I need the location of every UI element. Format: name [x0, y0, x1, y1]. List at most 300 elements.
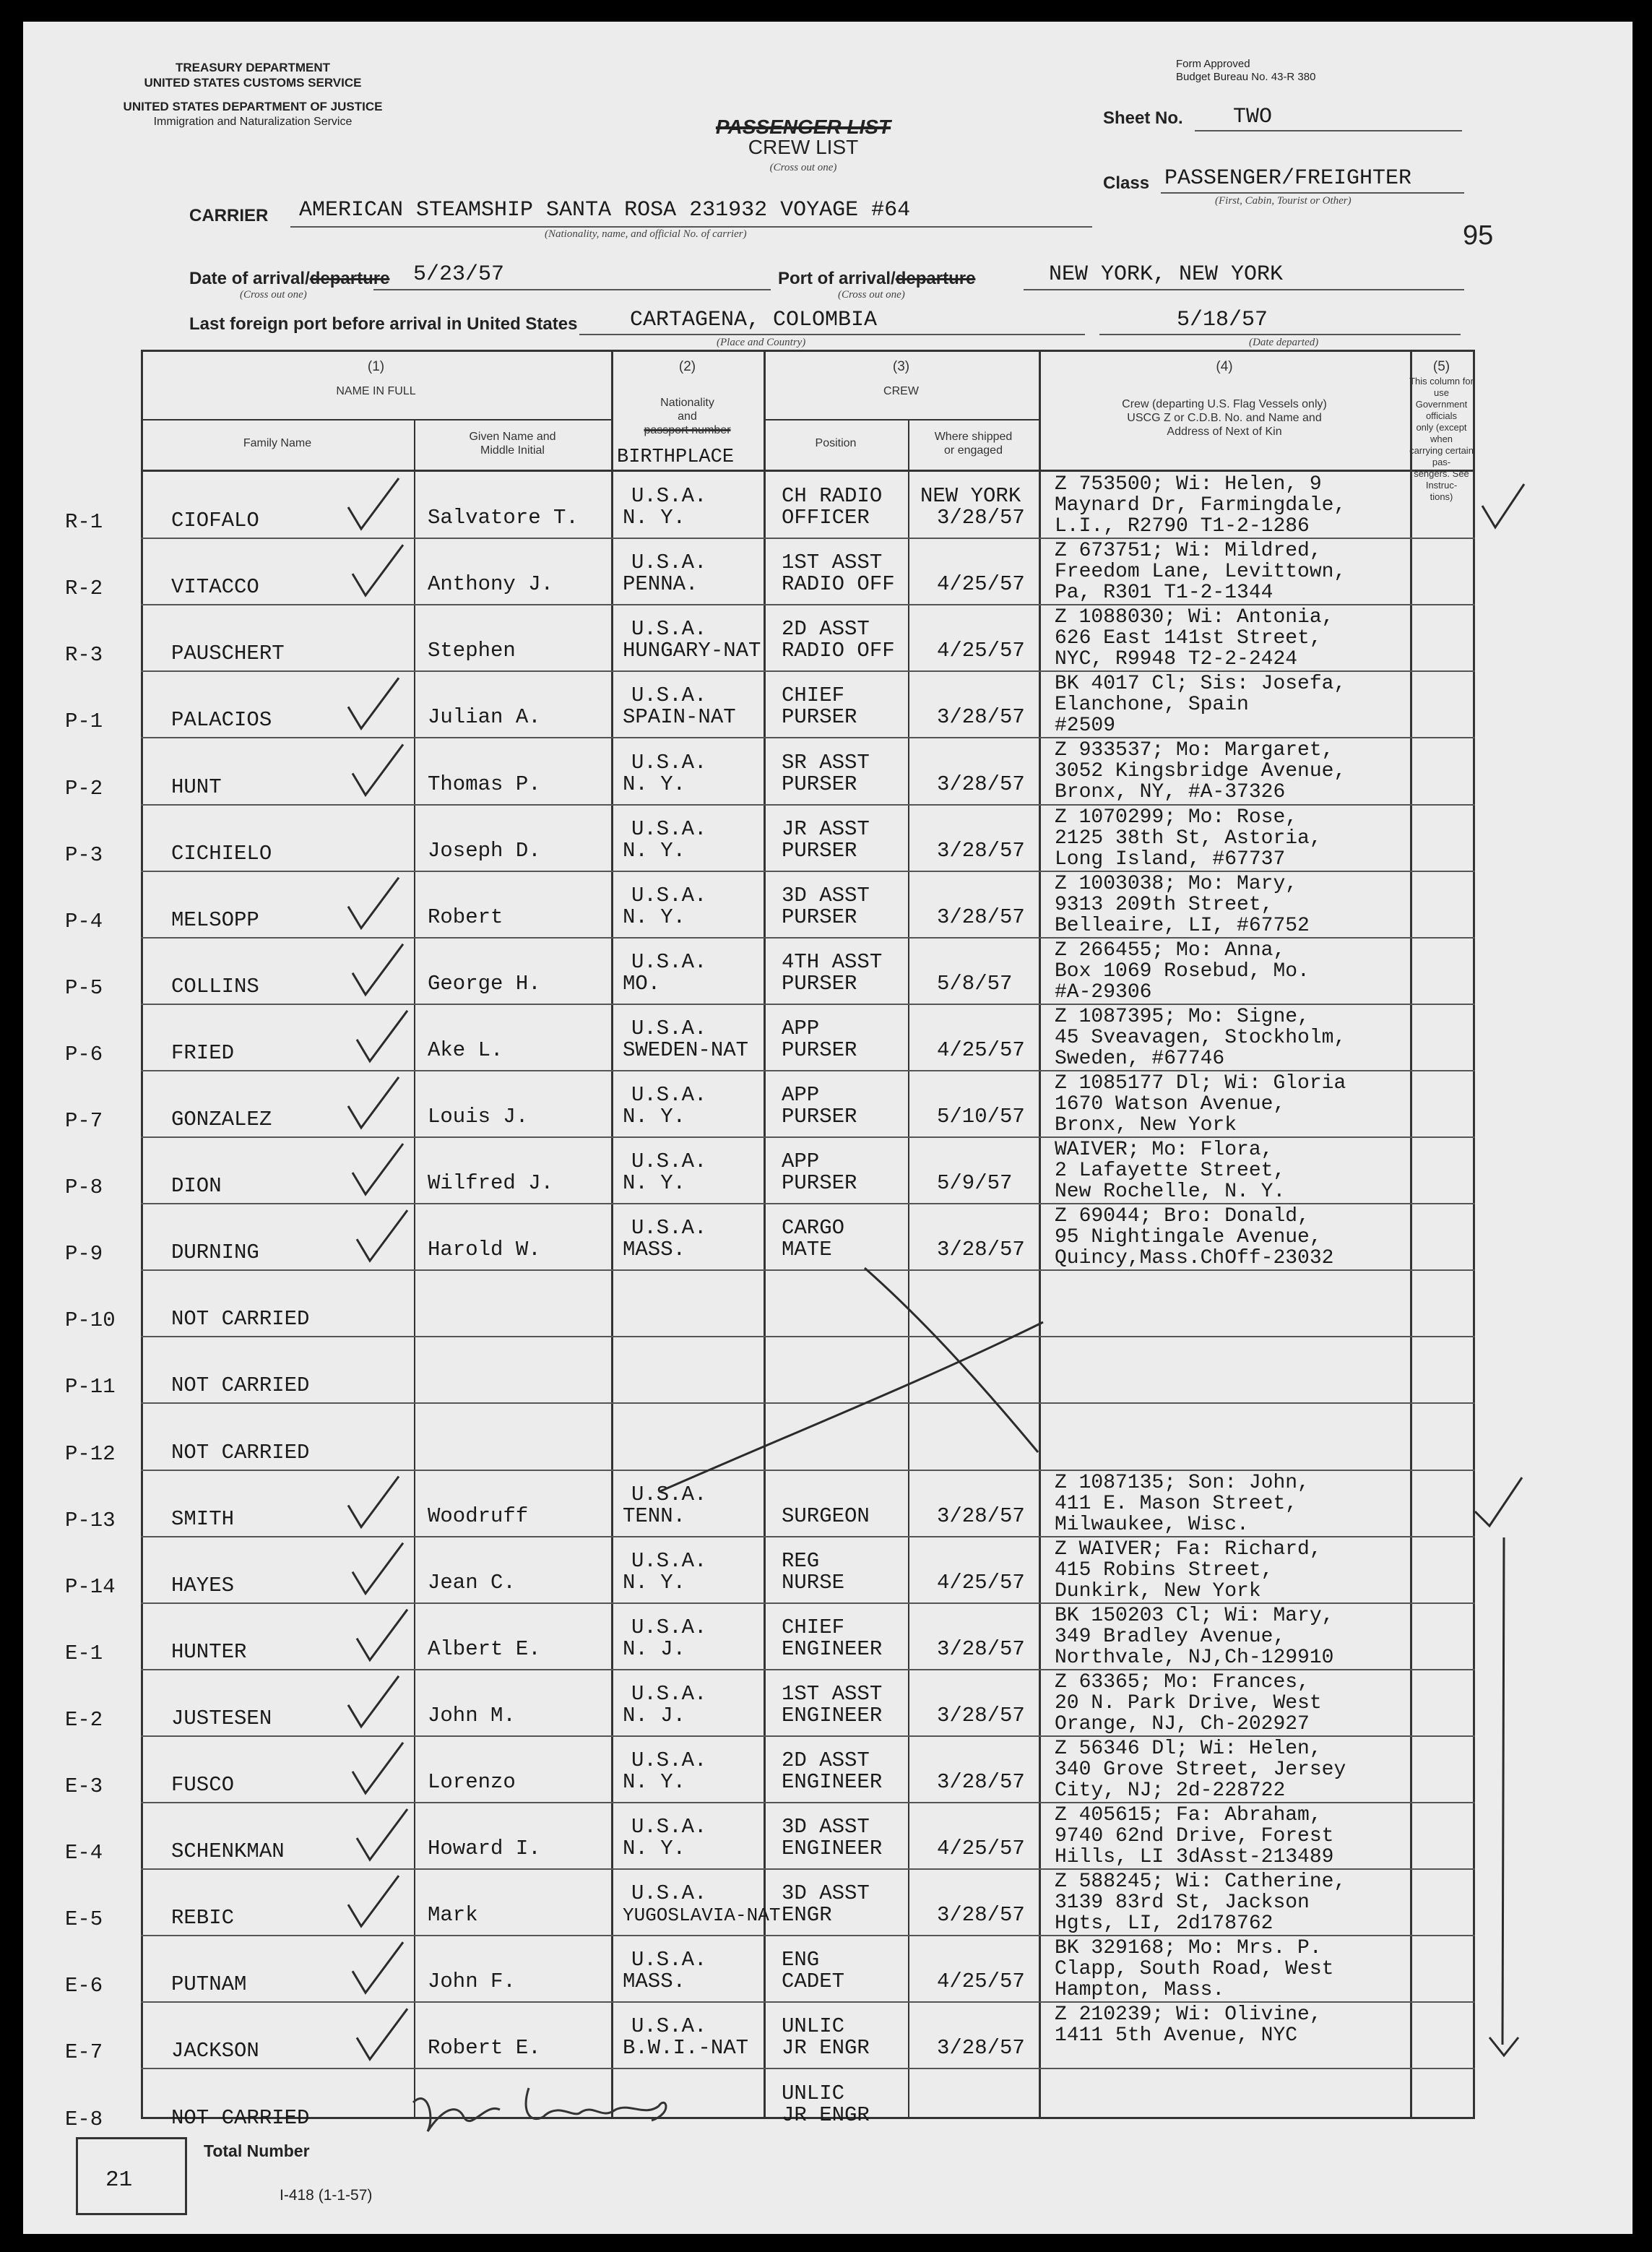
row-id: P-11 — [65, 1375, 116, 1399]
kin-line-2: Box 1069 Rosebud, Mo. — [1055, 959, 1310, 983]
header-bottom-line — [141, 470, 1475, 472]
position-line-2: JR ENGR — [782, 2036, 870, 2061]
given-name: Salvatore T. — [428, 506, 579, 530]
col-line-crew — [764, 350, 766, 2118]
position-line-1: CARGO — [782, 1216, 845, 1241]
kin-line-3: Hills, LI 3dAsst-213489 — [1055, 1846, 1334, 1868]
kin-line-1: BK 4017 Cl; Sis: Josefa, — [1055, 673, 1346, 696]
row-id: R-3 — [65, 643, 103, 668]
col2-number: (2) — [678, 359, 696, 374]
row-id: E-4 — [65, 1841, 103, 1865]
birthplace: N. Y. — [623, 506, 686, 530]
kin-line-3: Pa, R301 T1-2-1344 — [1055, 582, 1273, 605]
birthplace: N. Y. — [623, 1570, 686, 1595]
col4-title — [1039, 397, 1410, 439]
family-name: PUTNAM — [171, 1972, 247, 1997]
nationality: U.S.A. — [631, 1615, 707, 1639]
shipped-date: 4/25/57 — [937, 1837, 1025, 1861]
col-where-shipped — [908, 430, 1039, 457]
kin-line-2: 411 E. Mason Street, — [1055, 1492, 1298, 1515]
kin-line-2: 626 East 141st Street, — [1055, 627, 1322, 650]
family-name: MELSOPP — [171, 907, 259, 932]
row-id: P-1 — [65, 709, 103, 734]
kin-line-1: BK 329168; Mo: Mrs. P. — [1055, 1937, 1322, 1960]
position-line-1: ENG — [782, 1948, 820, 1972]
position-line-1: 3D ASST — [782, 1815, 870, 1839]
shipped-date: 3/28/57 — [937, 1770, 1025, 1794]
shipped-place: NEW YORK — [920, 484, 1021, 509]
col2-passport-struck: passport number — [644, 424, 731, 436]
kin-line-2: 415 Robins Street, — [1055, 1558, 1273, 1582]
title-cross-out-hint: (Cross out one) — [769, 162, 837, 173]
col3-title: CREW — [883, 385, 919, 397]
position-line-2: ENGINEER — [782, 1636, 883, 1661]
class-value: PASSENGER/FREIGHTER — [1164, 166, 1412, 191]
row-divider — [141, 1536, 1475, 1537]
given-name: Albert E. — [428, 1636, 541, 1661]
row-divider — [141, 1669, 1475, 1670]
row-id: P-4 — [65, 909, 103, 933]
row-id: P-7 — [65, 1109, 103, 1133]
kin-line-2: Elanchone, Spain — [1055, 694, 1249, 717]
family-name: SMITH — [171, 1506, 235, 1531]
row-divider — [141, 1004, 1475, 1005]
row-id: E-7 — [65, 2040, 103, 2065]
position-line-1: UNLIC — [782, 2081, 845, 2105]
row-id: E-8 — [65, 2107, 103, 2131]
kin-line-2: 1411 5th Avenue, NYC — [1055, 2024, 1298, 2048]
family-name: GONZALEZ — [171, 1108, 272, 1131]
agency-line-1: TREASURY DEPARTMENT — [175, 61, 331, 74]
title-crew-list: CREW LIST — [748, 136, 859, 158]
given-name: Mark — [428, 1903, 478, 1928]
table-top-border — [141, 350, 1475, 352]
row-divider — [141, 1935, 1475, 1936]
position-line-2: OFFICER — [782, 506, 870, 530]
nationality: U.S.A. — [631, 1083, 707, 1107]
row-divider — [141, 1203, 1475, 1204]
col2-birthplace: BIRTHPLACE — [617, 446, 735, 468]
page-number: 95 — [1463, 220, 1494, 251]
kin-line-3: Northvale, NJ,Ch-129910 — [1055, 1646, 1334, 1669]
birthplace: TENN. — [623, 1504, 686, 1528]
family-name: CIOFALO — [171, 509, 259, 533]
family-name: CICHIELO — [171, 841, 272, 866]
position-line-2: PURSER — [782, 705, 857, 730]
shipped-date: 3/28/57 — [937, 1903, 1025, 1928]
nationality: U.S.A. — [631, 816, 707, 841]
nationality: U.S.A. — [631, 1748, 707, 1772]
position-line-2: SURGEON — [782, 1504, 870, 1528]
family-name: REBIC — [171, 1906, 235, 1930]
position-line-1: APP — [782, 1149, 820, 1174]
nationality: U.S.A. — [631, 683, 707, 708]
given-name: George H. — [428, 971, 541, 996]
birthplace: MASS. — [623, 1238, 686, 1262]
kin-line-2: 349 Bradley Avenue, — [1055, 1625, 1286, 1648]
row-divider — [141, 670, 1475, 672]
date-arrival-label-text: Date of arrival/ — [189, 269, 310, 288]
family-name: JACKSON — [171, 2039, 259, 2063]
nationality: U.S.A. — [631, 1881, 707, 1906]
nationality: U.S.A. — [631, 2014, 707, 2039]
position-line-2: PURSER — [782, 1037, 857, 1062]
kin-line-2: 340 Grove Street, Jersey — [1055, 1758, 1346, 1781]
col-shipped-line-2: or engaged — [944, 444, 1003, 457]
position-line-1: 3D ASST — [782, 1881, 870, 1906]
shipped-date: 5/9/57 — [937, 1171, 1013, 1196]
given-name: Louis J. — [428, 1105, 529, 1129]
agency-line-3: UNITED STATES DEPARTMENT OF JUSTICE — [123, 100, 383, 113]
col5-title-line-1: This column for use — [1409, 376, 1474, 398]
kin-line-1: Z 405615; Fa: Abraham, — [1055, 1804, 1322, 1826]
position-line-1: 2D ASST — [782, 1748, 870, 1772]
kin-line-1: Z 56346 Dl; Wi: Helen, — [1055, 1737, 1322, 1760]
row-divider — [141, 804, 1475, 806]
col-given-line-2: Middle Initial — [480, 444, 545, 457]
shipped-date: 3/28/57 — [937, 772, 1025, 796]
given-name: Robert — [428, 905, 503, 929]
position-line-1: 2D ASST — [782, 617, 870, 642]
row-divider — [141, 538, 1475, 539]
family-name: NOT CARRIED — [171, 1307, 310, 1332]
shipped-date: 3/28/57 — [937, 506, 1025, 530]
kin-line-3: Quincy,Mass.ChOff-23032 — [1055, 1247, 1334, 1270]
given-name: John F. — [428, 1970, 516, 1994]
row-divider — [141, 2068, 1475, 2069]
kin-line-1: Z 266455; Mo: Anna, — [1055, 939, 1286, 962]
kin-line-1: Z 1003038; Mo: Mary, — [1055, 872, 1298, 895]
row-id: P-2 — [65, 776, 103, 801]
birthplace: SWEDEN-NAT — [623, 1037, 749, 1062]
shipped-date: 4/25/57 — [937, 1037, 1025, 1062]
col-line-shipped — [908, 419, 909, 2118]
position-line-1: 4TH ASST — [782, 949, 883, 974]
row-id: P-5 — [65, 975, 103, 1000]
nationality: U.S.A. — [631, 949, 707, 974]
row-divider — [141, 737, 1475, 738]
class-hint: (First, Cabin, Tourist or Other) — [1215, 195, 1352, 207]
row-id: E-6 — [65, 1974, 103, 1998]
col5-title-line-2: Government officials — [1415, 399, 1468, 421]
kin-line-1: Z 588245; Wi: Catherine, — [1055, 1871, 1346, 1894]
position-line-1: CHIEF — [782, 683, 845, 708]
position-line-1: CH RADIO — [782, 484, 883, 509]
row-id: P-13 — [65, 1508, 116, 1532]
carrier-hint: (Nationality, name, and official No. of carrier) — [545, 228, 747, 240]
birthplace: N. Y. — [623, 905, 686, 929]
given-name: Jean C. — [428, 1570, 516, 1595]
kin-line-1: Z 1087395; Mo: Signe, — [1055, 1005, 1310, 1028]
nationality: U.S.A. — [631, 750, 707, 775]
date-departure-struck: departure — [309, 269, 390, 288]
col5-title — [1409, 376, 1474, 503]
row-divider — [141, 1868, 1475, 1870]
birthplace: MO. — [623, 971, 661, 996]
kin-line-2: Maynard Dr, Farmingdale, — [1055, 494, 1346, 517]
family-name: NOT CARRIED — [171, 1440, 310, 1464]
family-name: NOT CARRIED — [171, 1373, 310, 1398]
col3-number: (3) — [892, 359, 910, 374]
nationality: U.S.A. — [631, 1482, 707, 1506]
date-arrival-value: 5/23/57 — [413, 262, 505, 287]
given-name: Anthony J. — [428, 572, 554, 597]
kin-line-3: Bronx, NY, #A-37326 — [1055, 781, 1286, 804]
kin-line-3: NYC, R9948 T2-2-2424 — [1055, 648, 1298, 671]
last-port-value: CARTAGENA, COLOMBIA — [630, 308, 878, 332]
kin-line-2: Clapp, South Road, West — [1055, 1958, 1334, 1981]
row-divider — [141, 1470, 1475, 1471]
position-line-1: CHIEF — [782, 1615, 845, 1639]
position-line-1: 1ST ASST — [782, 1681, 883, 1706]
family-name: DURNING — [171, 1241, 259, 1265]
shipped-date: 3/28/57 — [937, 705, 1025, 730]
position-line-2: CADET — [782, 1970, 845, 1994]
position-line-2: MATE — [782, 1238, 832, 1262]
position-line-1: UNLIC — [782, 2014, 845, 2039]
carrier-label: CARRIER — [189, 206, 269, 225]
shipped-date: 3/28/57 — [937, 2036, 1025, 2061]
kin-line-3: #A-29306 — [1055, 980, 1152, 1004]
family-name: DION — [171, 1174, 222, 1199]
col-line-right — [1473, 350, 1475, 2118]
col5-title-line-5: sengers. See Instruc- — [1414, 468, 1469, 491]
col4-title-line-3: Address of Next of Kin — [1167, 426, 1282, 438]
subheader-line-1 — [141, 419, 611, 420]
kin-line-3: #2509 — [1055, 715, 1116, 738]
row-divider — [141, 604, 1475, 605]
kin-line-2: 2125 38th St, Astoria, — [1055, 827, 1322, 850]
col1-number: (1) — [367, 359, 385, 374]
col5-number: (5) — [1432, 359, 1450, 374]
col4-number: (4) — [1216, 359, 1233, 374]
row-id: P-8 — [65, 1175, 103, 1200]
total-label: Total Number — [204, 2141, 310, 2160]
shipped-date: 4/25/57 — [937, 572, 1025, 597]
given-name: Ake L. — [428, 1037, 503, 1062]
row-id: P-9 — [65, 1242, 103, 1267]
kin-line-1: Z 1088030; Wi: Antonia, — [1055, 606, 1334, 629]
port-cross-hint: (Cross out one) — [838, 289, 905, 301]
given-name: John M. — [428, 1703, 516, 1727]
last-port-label: Last foreign port before arrival in United States — [189, 314, 578, 334]
class-label: Class — [1103, 173, 1150, 193]
given-name: Wilfred J. — [428, 1171, 554, 1196]
kin-line-2: 3052 Kingsbridge Avenue, — [1055, 760, 1346, 783]
port-departure-struck: departure — [895, 269, 976, 288]
row-divider — [141, 1269, 1475, 1271]
kin-line-2: Freedom Lane, Levittown, — [1055, 561, 1346, 584]
kin-line-1: BK 150203 Cl; Wi: Mary, — [1055, 1604, 1334, 1627]
given-name: Woodruff — [428, 1504, 529, 1528]
kin-line-1: Z 933537; Mo: Margaret, — [1055, 739, 1334, 762]
kin-line-3: Bronx, New York — [1055, 1113, 1237, 1136]
position-line-2: PURSER — [782, 838, 857, 863]
shipped-date: 3/28/57 — [937, 1703, 1025, 1727]
family-name: FUSCO — [171, 1773, 235, 1797]
col-line-given — [414, 419, 415, 2118]
birthplace: N. J. — [623, 1636, 686, 1661]
kin-line-2: 95 Nightingale Avenue, — [1055, 1226, 1322, 1249]
position-line-2: PURSER — [782, 1171, 857, 1196]
kin-line-3: Hampton, Mass. — [1055, 1979, 1225, 2002]
col2-title-line-2: and — [678, 410, 697, 423]
position-line-2: PURSER — [782, 905, 857, 929]
col-position: Position — [815, 437, 857, 449]
row-divider — [141, 2001, 1475, 2003]
kin-line-3: Long Island, #67737 — [1055, 847, 1286, 871]
crew-list-form — [23, 22, 1632, 2234]
family-name: PALACIOS — [171, 708, 272, 733]
row-id: P-12 — [65, 1441, 116, 1466]
row-id: E-3 — [65, 1774, 103, 1798]
nationality: U.S.A. — [631, 484, 707, 509]
budget-bureau: Budget Bureau No. 43-R 380 — [1176, 71, 1316, 83]
position-line-1: 1ST ASST — [782, 551, 883, 575]
position-line-2: ENGINEER — [782, 1837, 883, 1861]
shipped-date: 3/28/57 — [937, 1636, 1025, 1661]
col-line-gov — [1410, 350, 1412, 2118]
form-approved: Form Approved — [1176, 58, 1250, 70]
row-id: R-1 — [65, 510, 103, 535]
port-arrival-value: NEW YORK, NEW YORK — [1049, 262, 1284, 287]
kin-line-3: Belleaire, LI, #67752 — [1055, 914, 1310, 937]
birthplace: N. Y. — [623, 1770, 686, 1794]
given-name: Lorenzo — [428, 1770, 516, 1794]
birthplace: N. Y. — [623, 1171, 686, 1196]
position-line-2: PURSER — [782, 772, 857, 796]
nationality: U.S.A. — [631, 1216, 707, 1241]
row-divider — [141, 1802, 1475, 1803]
position-line-1: APP — [782, 1016, 820, 1040]
family-name: COLLINS — [171, 974, 259, 998]
given-name: Robert E. — [428, 2036, 541, 2061]
sheet-value: TWO — [1233, 105, 1273, 129]
birthplace: MASS. — [623, 1970, 686, 1994]
col2-title-line-1: Nationality — [660, 397, 714, 409]
family-name: HAYES — [171, 1573, 235, 1597]
agency-line-4: Immigration and Naturalization Service — [153, 116, 353, 128]
shipped-date: 4/25/57 — [937, 639, 1025, 663]
row-divider — [141, 1402, 1475, 1404]
birthplace: YUGOSLAVIA-NAT — [623, 1904, 781, 1927]
kin-line-1: Z 69044; Bro: Donald, — [1055, 1205, 1310, 1228]
position-line-2: RADIO OFF — [782, 572, 895, 597]
given-name: Harold W. — [428, 1238, 541, 1262]
birthplace: N. Y. — [623, 772, 686, 796]
kin-line-1: Z 63365; Mo: Frances, — [1055, 1670, 1310, 1694]
position-line-1: SR ASST — [782, 750, 870, 775]
col1-title: NAME IN FULL — [336, 385, 416, 397]
given-name: Stephen — [428, 639, 516, 663]
col-line-kin — [1039, 350, 1041, 2118]
col5-title-line-4: carrying certain pas- — [1409, 445, 1474, 467]
date-cross-hint: (Cross out one) — [240, 289, 307, 301]
title-passenger-list-struck: PASSENGER LIST — [715, 116, 891, 138]
row-id: P-14 — [65, 1574, 116, 1599]
col5-title-line-6: tions) — [1430, 491, 1453, 502]
given-name: Thomas P. — [428, 772, 541, 796]
date-departed-hint: (Date departed) — [1249, 337, 1319, 348]
birthplace: N. Y. — [623, 1105, 686, 1129]
birthplace: PENNA. — [623, 572, 699, 597]
position-line-2: PURSER — [782, 1105, 857, 1129]
total-value: 21 — [105, 2167, 133, 2193]
kin-line-3: New Rochelle, N. Y. — [1055, 1181, 1286, 1203]
shipped-date: 3/28/57 — [937, 1238, 1025, 1262]
position-line-2: ENGINEER — [782, 1770, 883, 1794]
position-line-1: APP — [782, 1083, 820, 1107]
position-line-1: JR ASST — [782, 816, 870, 841]
shipped-date: 3/28/57 — [937, 1504, 1025, 1528]
kin-line-2: 9740 62nd Drive, Forest — [1055, 1825, 1334, 1847]
given-name: Howard I. — [428, 1837, 541, 1861]
row-id: P-3 — [65, 842, 103, 867]
agency-line-2: UNITED STATES CUSTOMS SERVICE — [144, 76, 362, 90]
shipped-date: 4/25/57 — [937, 1970, 1025, 1994]
col-line-left — [141, 350, 143, 2118]
birthplace: HUNGARY-NAT — [623, 639, 761, 663]
col4-title-line-1: Crew (departing U.S. Flag Vessels only) — [1122, 398, 1327, 410]
family-name: NOT CARRIED — [171, 2105, 310, 2130]
row-divider — [141, 871, 1475, 872]
col-shipped-line-1: Where shipped — [934, 431, 1013, 443]
kin-line-1: WAIVER; Mo: Flora, — [1055, 1139, 1273, 1161]
kin-line-1: Z 673751; Wi: Mildred, — [1055, 540, 1322, 563]
row-divider — [141, 1336, 1475, 1337]
position-line-2: ENGR — [782, 1903, 832, 1928]
row-id: E-5 — [65, 1907, 103, 1932]
col4-title-line-2: USCG Z or C.D.B. No. and Name and — [1127, 412, 1322, 424]
col2-title — [611, 396, 764, 437]
nationality: U.S.A. — [631, 1948, 707, 1972]
shipped-date: 3/28/57 — [937, 905, 1025, 929]
nationality: U.S.A. — [631, 1681, 707, 1706]
place-hint: (Place and Country) — [717, 337, 806, 348]
row-id: P-6 — [65, 1042, 103, 1066]
kin-line-2: 3139 83rd St, Jackson — [1055, 1891, 1310, 1915]
kin-line-2: 20 N. Park Drive, West — [1055, 1691, 1322, 1714]
kin-line-1: Z WAIVER; Fa: Richard, — [1055, 1537, 1322, 1561]
shipped-date: 5/8/57 — [937, 971, 1013, 996]
birthplace: N. Y. — [623, 838, 686, 863]
col-line-nat — [611, 350, 613, 2118]
subheader-line-3 — [764, 419, 1039, 420]
kin-line-2: 9313 209th Street, — [1055, 893, 1273, 916]
position-line-1: 3D ASST — [782, 883, 870, 907]
family-name: VITACCO — [171, 575, 259, 600]
nationality: U.S.A. — [631, 1548, 707, 1573]
shipped-date: 5/10/57 — [937, 1105, 1025, 1129]
kin-line-3: City, NJ; 2d-228722 — [1055, 1779, 1286, 1802]
position-line-2: PURSER — [782, 971, 857, 996]
nationality: U.S.A. — [631, 551, 707, 575]
carrier-value: AMERICAN STEAMSHIP SANTA ROSA 231932 VOYAGE #64 — [299, 198, 911, 223]
kin-line-1: Z 1087135; Son: John, — [1055, 1471, 1310, 1494]
family-name: HUNT — [171, 775, 222, 799]
family-name: JUSTESEN — [171, 1706, 272, 1730]
kin-line-3: L.I., R2790 T1-2-1286 — [1055, 515, 1310, 538]
nationality: U.S.A. — [631, 1016, 707, 1040]
birthplace: N. Y. — [623, 1837, 686, 1861]
position-line-2: RADIO OFF — [782, 639, 895, 663]
given-name: Joseph D. — [428, 838, 541, 863]
position-line-2: NURSE — [782, 1570, 845, 1595]
date-departed-value: 5/18/57 — [1177, 308, 1268, 332]
row-divider — [141, 1602, 1475, 1604]
position-line-1: REG — [782, 1548, 820, 1573]
position-line-2: JR ENGR — [782, 2102, 870, 2127]
